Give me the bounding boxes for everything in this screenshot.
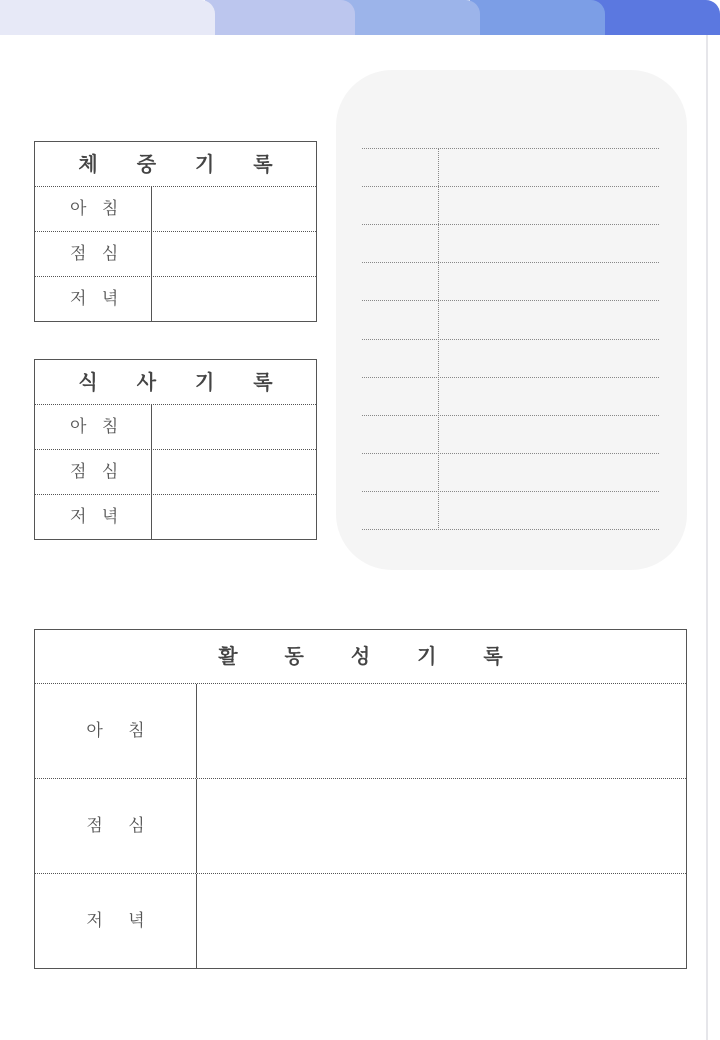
meal-lunch-field[interactable] (152, 450, 316, 494)
activity-morning-field[interactable] (197, 684, 686, 778)
memo-line (362, 415, 659, 416)
table-row (35, 232, 316, 277)
table-row (35, 779, 686, 874)
weight-record-title: 체 중 기 록 (35, 142, 316, 187)
table-row (35, 405, 316, 450)
memo-line (362, 148, 659, 149)
weight-dinner-field[interactable] (152, 277, 316, 321)
tab-4[interactable] (470, 0, 605, 35)
row-label-lunch: 점 심 (35, 779, 197, 873)
tab-1[interactable] (0, 0, 215, 35)
memo-line (362, 339, 659, 340)
memo-line (362, 262, 659, 263)
activity-lunch-field[interactable] (197, 779, 686, 873)
table-row (35, 277, 316, 321)
memo-line (362, 186, 659, 187)
row-label-dinner: 저 녁 (35, 277, 152, 321)
row-label-morning: 아 침 (35, 405, 152, 449)
memo-line (362, 224, 659, 225)
meal-morning-field[interactable] (152, 405, 316, 449)
meal-record-table (34, 359, 317, 540)
tab-strip (0, 0, 720, 35)
tab-5[interactable] (590, 0, 720, 35)
memo-line (362, 377, 659, 378)
memo-line (362, 529, 659, 530)
table-row (35, 874, 686, 968)
weight-lunch-field[interactable] (152, 232, 316, 276)
activity-record-title: 활 동 성 기 록 (35, 630, 686, 684)
weight-morning-field[interactable] (152, 187, 316, 231)
weight-record-table (34, 141, 317, 322)
row-label-lunch: 점 심 (35, 232, 152, 276)
activity-record-table (34, 629, 687, 969)
tab-2[interactable] (205, 0, 355, 35)
memo-line (362, 491, 659, 492)
row-label-morning: 아 침 (35, 187, 152, 231)
table-row (35, 684, 686, 779)
memo-panel[interactable] (336, 70, 687, 570)
row-label-morning: 아 침 (35, 684, 197, 778)
memo-line (362, 300, 659, 301)
memo-line (362, 453, 659, 454)
row-label-dinner: 저 녁 (35, 874, 197, 968)
page-edge-rule (706, 35, 708, 1040)
tab-3[interactable] (340, 0, 480, 35)
row-label-dinner: 저 녁 (35, 495, 152, 539)
table-row (35, 450, 316, 495)
activity-dinner-field[interactable] (197, 874, 686, 968)
meal-dinner-field[interactable] (152, 495, 316, 539)
table-row (35, 187, 316, 232)
table-row (35, 495, 316, 539)
row-label-lunch: 점 심 (35, 450, 152, 494)
meal-record-title: 식 사 기 록 (35, 360, 316, 405)
